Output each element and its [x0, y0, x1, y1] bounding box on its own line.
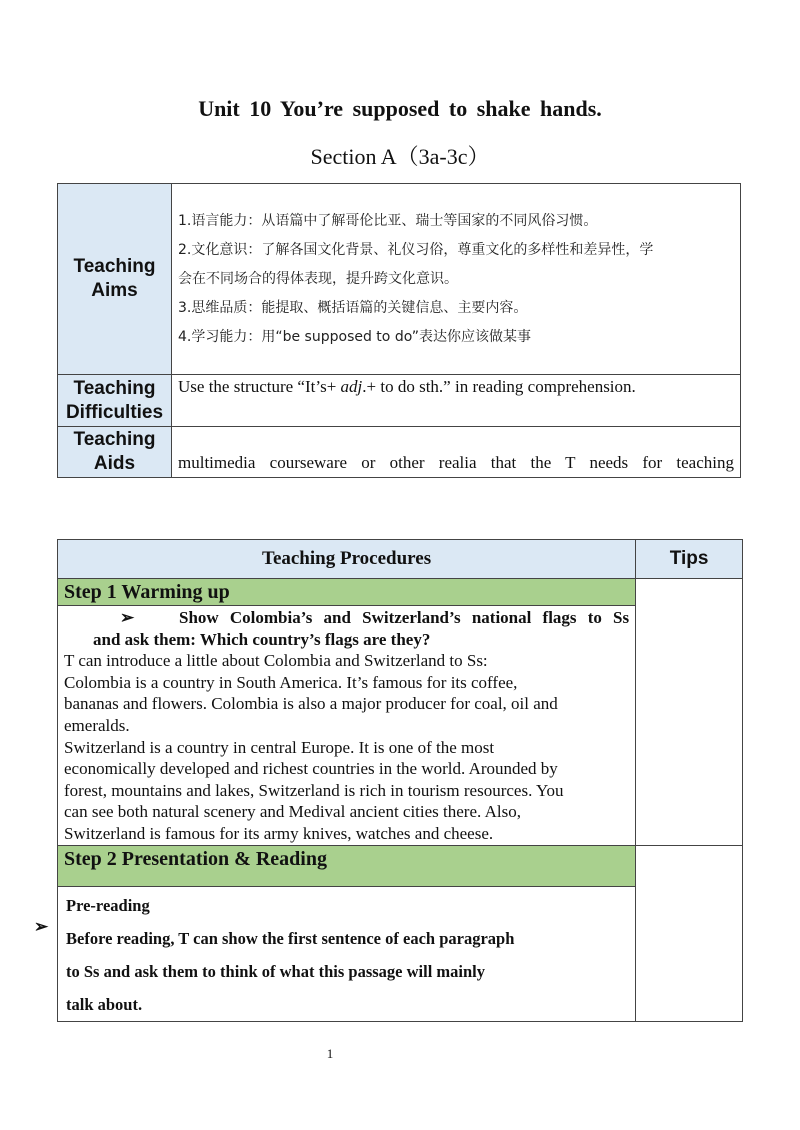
- pre-reading-label: Pre-reading: [66, 895, 150, 915]
- page-number: 1: [326, 1046, 334, 1061]
- step1-line: Colombia is a country in South America. It’s famous for its coffee,: [64, 672, 518, 692]
- aim-item-2-continued: 会在不同场合的得体表现，提升跨文化意识。: [178, 270, 458, 287]
- step1-line: emeralds.: [64, 715, 130, 735]
- teaching-aids-content: [172, 427, 741, 478]
- step1-question-text: Show Colombia’s and Switzerland’s national flags to Ss: [178, 608, 630, 627]
- step1-line: Switzerland is a country in central Europe. It is one of the most: [64, 737, 495, 757]
- page-title: Unit 10 You’re supposed to shake hands.: [198, 96, 602, 121]
- teaching-aims-content: [172, 184, 741, 375]
- procedures-header: Teaching Procedures: [58, 540, 636, 579]
- step2-line: to Ss and ask them to think of what this passage will mainly: [66, 961, 485, 981]
- tips-header: Tips: [636, 540, 743, 579]
- teaching-aids-label: Teaching Aids: [58, 427, 172, 478]
- teaching-aids-text: multimedia courseware or other realia that the T needs for teaching: [178, 453, 734, 472]
- step2-title: Step 2 Presentation & Reading: [58, 845, 636, 886]
- aim-item-3: 3.思维品质：能提取、概括语篇的关键信息、主要内容。: [178, 299, 528, 316]
- aim-item-1: 1.语言能力：从语篇中了解哥伦比亚、瑞士等国家的不同风俗习惯。: [178, 212, 598, 229]
- teaching-aims-label: Teaching Aims: [58, 184, 172, 375]
- step1-body: [58, 606, 636, 846]
- bullet-arrow-icon: ➢: [120, 608, 135, 627]
- step1-question-line2: and ask them: Which country’s flags are they?: [93, 629, 431, 649]
- teaching-procedures-table: [57, 539, 743, 1022]
- aim-item-4: 4.学习能力：用“be supposed to do”表达你应该做某事: [178, 328, 532, 345]
- step1-line: T can introduce a little about Colombia and Switzerland to Ss:: [64, 651, 488, 671]
- step1-question-line1: [64, 607, 629, 629]
- teaching-aims-table: [57, 183, 741, 478]
- section-subtitle: Section A（3a-3c）: [310, 144, 490, 169]
- step1-title: Step 1 Warming up: [58, 579, 636, 606]
- teaching-difficulties-content: [172, 375, 741, 427]
- difficulties-text-start: Use the structure “It’s+: [178, 377, 341, 396]
- step1-line: forest, mountains and lakes, Switzerland is rich in tourism resources. You: [64, 780, 564, 800]
- step2-body: [58, 886, 636, 1021]
- step2-tips-cell: [636, 845, 743, 1021]
- step2-line: Before reading, T can show the first sentence of each paragraph: [66, 928, 515, 948]
- bullet-arrow-icon: ➢: [34, 917, 49, 936]
- difficulties-adj: adj: [340, 377, 363, 396]
- step1-line: economically developed and richest countries in the world. Arounded by: [64, 759, 558, 779]
- step2-line: talk about.: [66, 994, 143, 1014]
- step1-line: Switzerland is famous for its army knives, watches and cheese.: [64, 823, 494, 843]
- step1-tips-cell: [636, 579, 743, 846]
- step1-line: bananas and flowers. Colombia is also a major producer for coal, oil and: [64, 694, 558, 714]
- difficulties-text-end: .+ to do sth.” in reading comprehension.: [362, 377, 636, 396]
- aim-item-2: 2.文化意识：了解各国文化背景、礼仪习俗，尊重文化的多样性和差异性，学: [178, 241, 654, 258]
- step1-line: can see both natural scenery and Medival ancient cities there. Also,: [64, 802, 521, 822]
- teaching-difficulties-label: Teaching Difficulties: [58, 375, 172, 427]
